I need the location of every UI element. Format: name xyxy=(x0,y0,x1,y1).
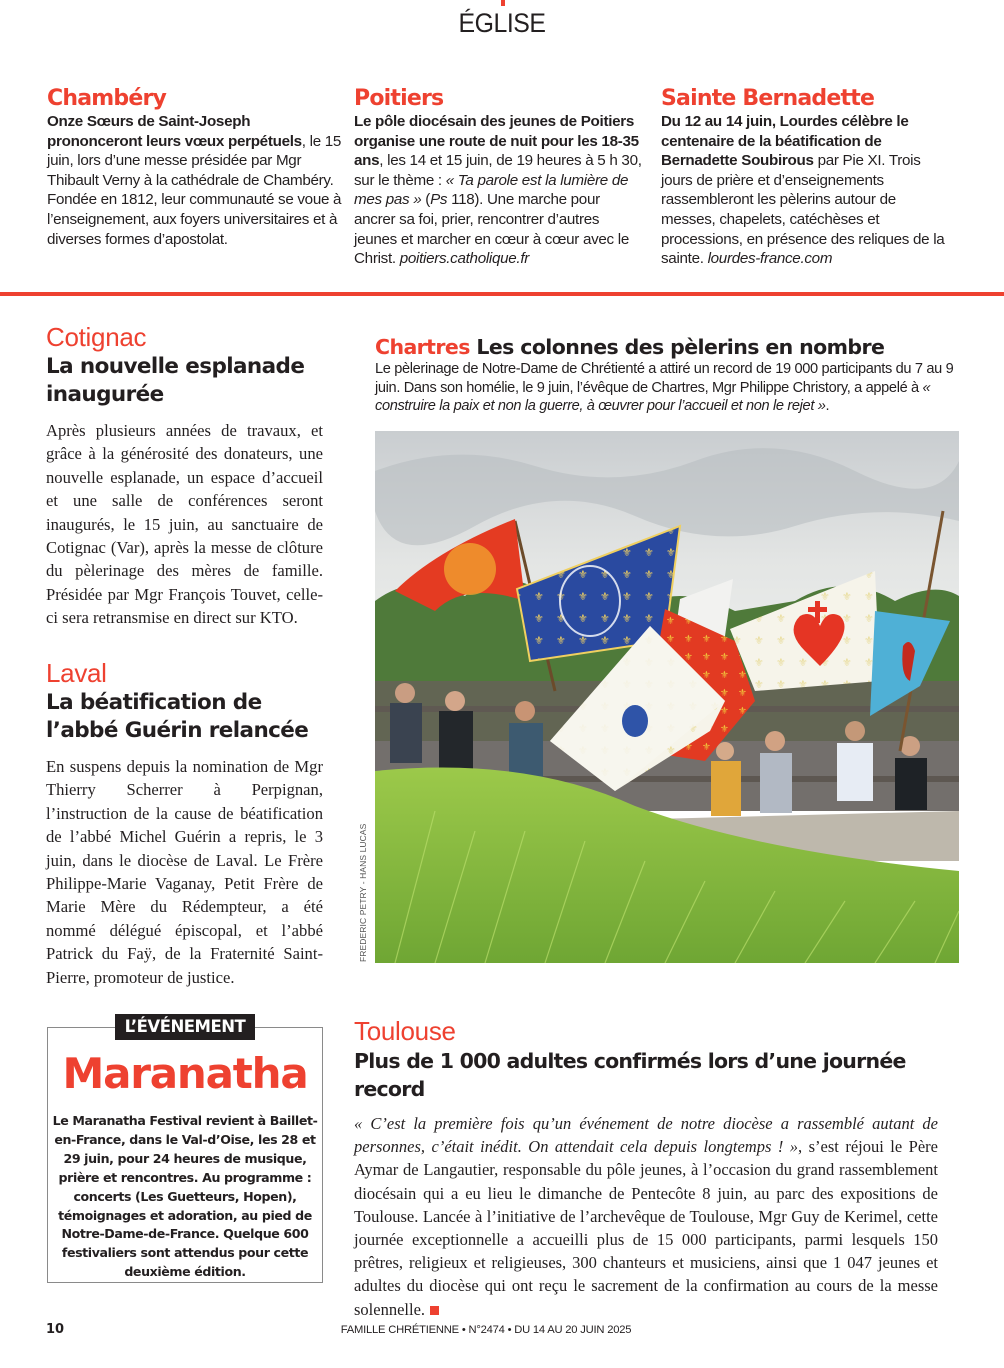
section-marker xyxy=(501,0,505,6)
breve-link[interactable]: poitiers.catholique.fr xyxy=(399,250,530,268)
breve-chambery xyxy=(47,86,347,249)
article-city: Chartres xyxy=(375,335,470,359)
article-body-text: , s’est réjoui le Père Aymar de Langautier, responsable du pôle jeunes, à l’occasion du grand rassemblement diocésain qui a eu lieu le dimanche de Pentecôte 8 juin, au parc des expositions de Toulouse. Lancée à l’initiative de l’archevêque de Toulouse, Mgr Guy de Kerimel, cette journée exceptionnelle a accueilli plus de 15 000 participants, parmi lesquels 150 prêtres, religieux et religieuses, 300 chanteurs et musiciens, ainsi que 1 047 jeunes et adultes du diocèse qui ont reçu le sacrement de la confirmation au cours de la messe solennelle. xyxy=(354,1137,938,1319)
breve-ref-open: ( xyxy=(421,191,431,209)
article-city: Toulouse xyxy=(354,1016,456,1046)
breve-body: , les 14 et 15 juin, de 19 heures à 5 h 30, sur le thème : xyxy=(354,152,642,189)
article-body: En suspens depuis la nomination de Mgr Thierry Scherrer à Perpignan, l’instruction de la cause de béatification de l’abbé Michel Guérin a repris, le 3 juin, dans le diocèse de Laval. Le Frère Philippe-Marie Vaganay, Petit Frère de Marie Mère du Rédempteur, a été nommé délégué épiscopal, et l’abbé Patrick du Faÿ, de la Fraternité Saint-Pierre, promoteur de justice. xyxy=(46,757,323,987)
breve-body: , le 15 juin, lors d’une messe présidée par Mgr Thibault Verny à la cathédrale de Chambéry. Fondée en 1812, leur communauté se voue à l’enseignement, aux foyers universitaires et à diverses formes d’apostolat. xyxy=(47,132,342,248)
article-headline: La nouvelle esplanade inaugurée xyxy=(46,354,305,407)
breve-city: Chambéry xyxy=(47,86,167,111)
breve-quote: « Ta parole est la lumière de mes pas » xyxy=(354,171,629,209)
photo-credit: FREDERIC PETRY - HANS LUCAS xyxy=(358,823,368,962)
article-headline: Plus de 1 000 adultes confirmés lors d’une journée record xyxy=(354,1049,906,1101)
breve-text xyxy=(661,112,951,269)
event-title: Maranatha xyxy=(62,1049,308,1098)
photo-illustration xyxy=(375,431,959,963)
breve-bold-lead: Onze Sœurs de Saint-Joseph prononceront leurs vœux perpétuels xyxy=(47,113,302,150)
article-headline-text: Les colonnes des pèlerins en nombre xyxy=(476,335,885,359)
lead-quote: « construire la paix et non la guerre, à œuvrer pour l’accueil et non le rejet » xyxy=(375,379,931,415)
pilgrimage-photo xyxy=(375,431,959,963)
article-city: Laval xyxy=(46,658,107,688)
article-lead xyxy=(375,360,965,416)
article-toulouse xyxy=(354,1016,938,1321)
article-body xyxy=(354,1112,938,1321)
breve-bold-lead: Le pôle diocésain des jeunes de Poitiers organise une route de nuit pour les 18-35 ans xyxy=(354,113,639,170)
article-quote: « C’est la première fois qu’un événement de notre diocèse a rassemblé autant de personnes, c’était inédit. On attendait cela depuis longtemps ! » xyxy=(354,1114,938,1157)
breve-text xyxy=(47,112,347,249)
article-headline: La béatification de l’abbé Guérin relancée xyxy=(46,690,309,743)
article-body: Après plusieurs années de travaux, et grâce à la générosité des donateurs, une nouvelle esplanade, un espace d’accueil et une salle de conférences seront inaugurés, le 15 juin, au sanctuaire de Cotignac (Var), après la messe de clôture du pèlerinage des mères de famille. Présidée par Mgr François Touvet, celle-ci sera retransmise en direct sur KTO. xyxy=(46,421,323,628)
breve-sainte-bernadette xyxy=(661,86,951,269)
breve-body-continued: 118). Une marche pour ancrer sa foi, prier, rencontrer d’autres jeunes et marcher en cœur à cœur avec le Christ. xyxy=(354,191,629,268)
breve-link[interactable]: lourdes-france.com xyxy=(707,250,833,268)
breve-city: Poitiers xyxy=(354,86,444,111)
article-laval xyxy=(46,658,323,989)
breve-poitiers xyxy=(354,86,644,269)
article-city: Cotignac xyxy=(46,322,147,352)
breve-city: Sainte Bernadette xyxy=(661,86,875,111)
event-body: Le Maranatha Festival revient à Baillet-en-France, dans le Val-d’Oise, les 28 et 29 juin, pour 24 heures de musique, prière et rencontres. Au programme : concerts (Les Guetteurs, Hopen), témoignages et adoration, au pied de Notre-Dame-de-France. Quelque 600 festivaliers sont attendus pour cette deuxième édition. xyxy=(52,1113,318,1280)
article-headline xyxy=(375,334,965,360)
breve-text xyxy=(354,112,644,269)
breve-body: par Pie XI. Trois jours de prière et d’enseignements rassembleront les pèlerins autour de messes, chapelets, catéchèses et processions, en présence des reliques de la sainte. xyxy=(661,152,945,268)
event-tag: L’ÉVÉNEMENT xyxy=(115,1014,255,1040)
lead-end: . xyxy=(825,398,830,415)
footer-publication xyxy=(0,1324,1004,1336)
end-of-article-icon xyxy=(430,1306,439,1315)
publication-info: FAMILLE CHRÉTIENNE • N°2474 • DU 14 AU 20 JUIN 2025 xyxy=(340,1324,632,1336)
section-title: ÉGLISE xyxy=(458,8,546,38)
page-number: 10 xyxy=(46,1322,65,1337)
breve-ref-book: Ps xyxy=(430,191,448,209)
lead-text: Le pèlerinage de Notre-Dame de Chrétienté a attiré un record de 19 000 participants du 7 au 9 juin. Dans son homélie, le 9 juin, l’évêque de Chartres, Mgr Philippe Christory, a appelé à xyxy=(375,361,954,396)
article-cotignac xyxy=(46,322,323,630)
article-chartres xyxy=(375,334,965,416)
section-divider xyxy=(0,292,1004,296)
breve-bold-lead: Du 12 au 14 juin, Lourdes célèbre le centenaire de la béatification de Bernadette Soubirous xyxy=(661,113,909,170)
